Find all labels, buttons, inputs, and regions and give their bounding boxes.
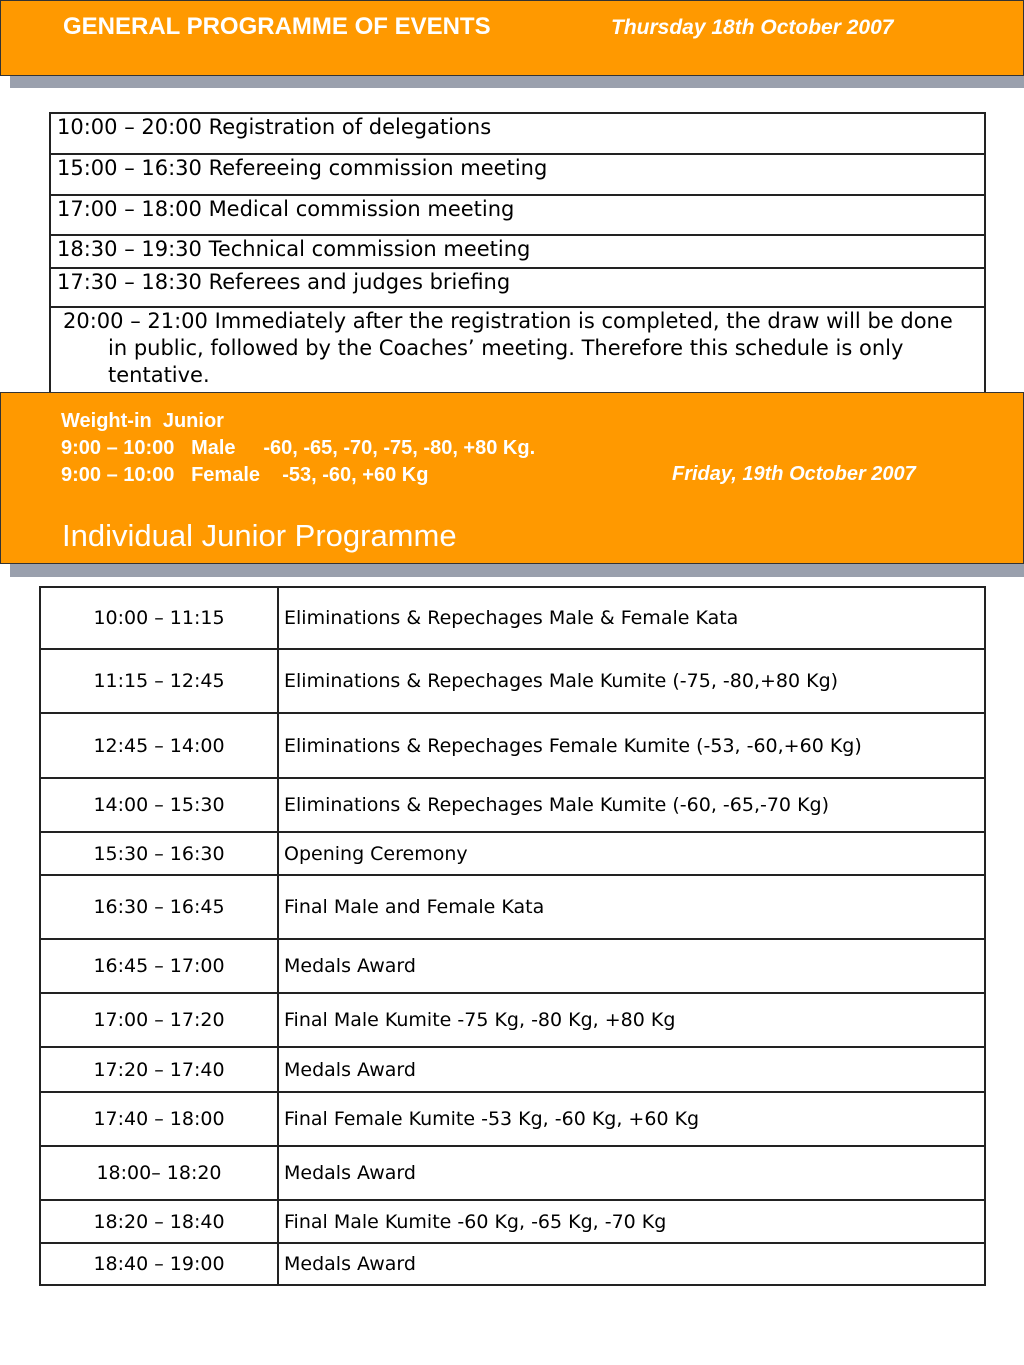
table-row <box>40 1092 985 1146</box>
schedule-cell: 10:00 – 20:00 Registration of delegations <box>50 113 985 154</box>
page-title: GENERAL PROGRAMME OF EVENTS <box>63 13 491 40</box>
weighin-shadow <box>10 562 1024 577</box>
table-row <box>50 268 985 307</box>
table-row <box>40 587 985 649</box>
schedule-cell: 17:00 – 18:00 Medical commission meeting <box>50 195 985 235</box>
time-cell: 18:00– 18:20 <box>40 1146 278 1200</box>
event-cell: Eliminations & Repechages Male & Female Kata <box>278 587 985 649</box>
header-date: Thursday 18th October 2007 <box>611 16 894 39</box>
event-cell: Medals Award <box>278 1146 985 1200</box>
event-cell: Opening Ceremony <box>278 832 985 875</box>
time-cell: 15:30 – 16:30 <box>40 832 278 875</box>
time-cell: 16:30 – 16:45 <box>40 875 278 939</box>
table-row <box>40 713 985 778</box>
table-row <box>40 649 985 713</box>
table-row <box>40 1146 985 1200</box>
table-row <box>40 1047 985 1092</box>
event-cell: Eliminations & Repechages Female Kumite (-53, -60,+60 Kg) <box>278 713 985 778</box>
header-shadow <box>10 74 1024 88</box>
table-row <box>40 1200 985 1243</box>
time-cell: 18:40 – 19:00 <box>40 1243 278 1285</box>
table-row <box>40 939 985 993</box>
schedule-cell: 17:30 – 18:30 Referees and judges briefing <box>50 268 985 307</box>
event-cell: Final Male and Female Kata <box>278 875 985 939</box>
event-cell: Eliminations & Repechages Male Kumite (-60, -65,-70 Kg) <box>278 778 985 832</box>
table-row <box>40 993 985 1047</box>
event-cell: Medals Award <box>278 1243 985 1285</box>
schedule-cell: 18:30 – 19:30 Technical commission meeting <box>50 235 985 268</box>
thursday-schedule-table <box>49 112 986 398</box>
friday-date: Friday, 19th October 2007 <box>672 463 916 485</box>
table-row <box>40 1243 985 1285</box>
event-cell: Final Male Kumite -60 Kg, -65 Kg, -70 Kg <box>278 1200 985 1243</box>
header-banner <box>0 0 1024 76</box>
table-row <box>50 195 985 235</box>
weighin-title: Weight-in Junior <box>61 410 224 432</box>
friday-schedule-table <box>39 586 986 1286</box>
weighin-female: 9:00 – 10:00 Female -53, -60, +60 Kg <box>61 464 429 486</box>
table-row <box>40 875 985 939</box>
time-cell: 10:00 – 11:15 <box>40 587 278 649</box>
time-cell: 17:00 – 17:20 <box>40 993 278 1047</box>
event-cell: Final Female Kumite -53 Kg, -60 Kg, +60 Kg <box>278 1092 985 1146</box>
table-row <box>40 778 985 832</box>
programme-title: Individual Junior Programme <box>62 518 457 553</box>
time-cell: 18:20 – 18:40 <box>40 1200 278 1243</box>
time-cell: 14:00 – 15:30 <box>40 778 278 832</box>
table-row <box>50 113 985 154</box>
schedule-cell-line: tentative. <box>108 363 210 387</box>
event-cell: Medals Award <box>278 1047 985 1092</box>
time-cell: 17:20 – 17:40 <box>40 1047 278 1092</box>
time-cell: 12:45 – 14:00 <box>40 713 278 778</box>
schedule-cell: 15:00 – 16:30 Refereeing commission meeting <box>50 154 985 195</box>
weighin-male: 9:00 – 10:00 Male -60, -65, -70, -75, -80, +80 Kg. <box>61 437 536 459</box>
event-cell: Final Male Kumite -75 Kg, -80 Kg, +80 Kg <box>278 993 985 1047</box>
time-cell: 11:15 – 12:45 <box>40 649 278 713</box>
table-row <box>50 154 985 195</box>
schedule-cell-line: 20:00 – 21:00 Immediately after the registration is completed, the draw will be done <box>63 309 953 333</box>
table-row <box>50 307 985 397</box>
time-cell: 17:40 – 18:00 <box>40 1092 278 1146</box>
event-cell: Eliminations & Repechages Male Kumite (-75, -80,+80 Kg) <box>278 649 985 713</box>
schedule-cell-line: in public, followed by the Coaches’ meeting. Therefore this schedule is only <box>108 336 904 360</box>
event-cell: Medals Award <box>278 939 985 993</box>
table-row <box>40 832 985 875</box>
schedule-cell <box>50 307 985 397</box>
time-cell: 16:45 – 17:00 <box>40 939 278 993</box>
table-row <box>50 235 985 268</box>
